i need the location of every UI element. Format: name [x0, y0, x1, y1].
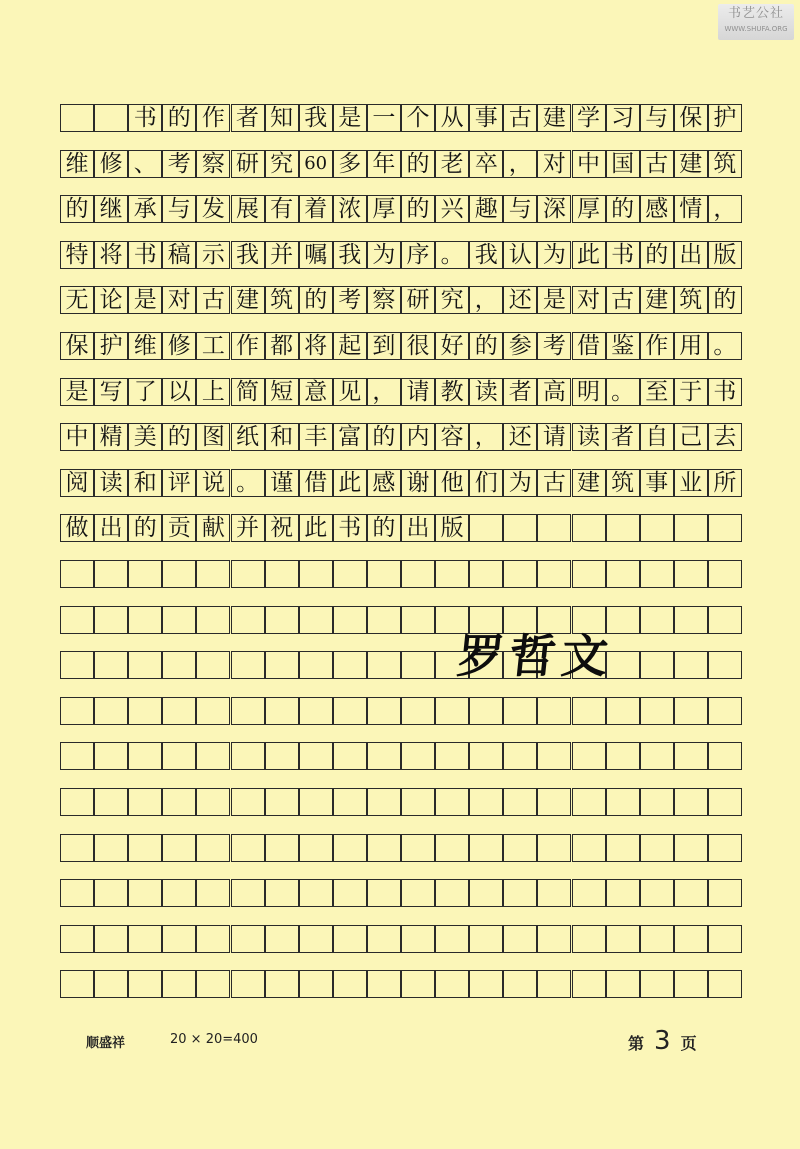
manuscript-char: 了: [133, 378, 157, 405]
manuscript-char: 是: [133, 287, 157, 314]
manuscript-line: [60, 788, 742, 816]
grid-row: [60, 241, 742, 279]
manuscript-char: 考: [338, 287, 362, 314]
manuscript-char: 的: [372, 515, 396, 542]
manuscript-char: 者: [611, 424, 635, 451]
manuscript-char: 见: [338, 378, 362, 405]
manuscript-char: 深: [542, 196, 566, 223]
manuscript-char: 的: [372, 424, 396, 451]
manuscript-char: 老: [440, 150, 464, 177]
manuscript-line: [60, 378, 742, 406]
manuscript-char: 多: [338, 150, 362, 177]
manuscript-char: 意: [304, 378, 328, 405]
watermark-logo: [718, 4, 794, 40]
manuscript-char: 古: [611, 287, 635, 314]
grid-row: [60, 150, 742, 188]
manuscript-char: 们: [474, 469, 498, 496]
manuscript-char: 高: [542, 378, 566, 405]
manuscript-char: 继: [99, 196, 123, 223]
manuscript-char: 将: [99, 241, 123, 268]
manuscript-char: 、: [133, 150, 157, 177]
manuscript-char: 还: [508, 424, 532, 451]
manuscript-char: 研: [236, 150, 259, 177]
manuscript-line: [60, 423, 742, 451]
grid-row: [60, 195, 742, 233]
manuscript-line: [60, 834, 742, 862]
manuscript-char: 容: [440, 424, 464, 451]
manuscript-char: 为: [508, 469, 532, 496]
manuscript-char: 特: [65, 241, 89, 268]
manuscript-char: 借: [577, 333, 600, 359]
manuscript-char: 感: [372, 469, 396, 496]
manuscript-char: 筑: [270, 287, 294, 314]
manuscript-char: 察: [372, 287, 396, 314]
manuscript-char: 内: [406, 424, 430, 451]
manuscript-char: 他: [440, 469, 464, 496]
grid-row: [60, 788, 742, 826]
manuscript-char: 的: [167, 424, 191, 451]
manuscript-char: 学: [577, 105, 600, 131]
manuscript-char: 修: [167, 333, 191, 359]
manuscript-char: 考: [542, 333, 566, 359]
grid-row: [60, 514, 742, 552]
footer-publisher: 顺盛祥: [86, 1036, 126, 1051]
manuscript-line: [60, 469, 742, 497]
manuscript-char: 古: [645, 150, 669, 177]
manuscript-char: 厚: [577, 196, 600, 223]
manuscript-char: 无: [65, 287, 89, 314]
grid-row: [60, 879, 742, 917]
manuscript-char: 为: [542, 241, 566, 268]
manuscript-char: 论: [99, 287, 123, 314]
manuscript-char: 献: [201, 515, 225, 542]
manuscript-char: 的: [133, 515, 157, 542]
manuscript-char: 借: [304, 469, 328, 496]
manuscript-char: 去: [713, 424, 737, 451]
page-number: 3: [654, 1026, 671, 1056]
manuscript-char: 出: [406, 515, 430, 542]
manuscript-char: 我: [474, 241, 498, 268]
manuscript-line: [60, 879, 742, 907]
manuscript-char: ，: [713, 196, 737, 223]
manuscript-char: 的: [65, 196, 89, 223]
manuscript-line: [60, 742, 742, 770]
manuscript-char: 谢: [406, 469, 430, 496]
grid-row: [60, 970, 742, 1008]
manuscript-char: 出: [99, 515, 123, 542]
manuscript-char: 做: [65, 515, 89, 542]
manuscript-char: 个: [406, 105, 430, 131]
manuscript-char: 着: [304, 196, 328, 223]
manuscript-char: 图: [201, 424, 225, 451]
footer-grid-spec: 20 × 20=400: [170, 1032, 258, 1047]
manuscript-char: 是: [338, 105, 362, 131]
manuscript-char: 起: [338, 333, 362, 359]
manuscript-char: 古: [542, 469, 566, 496]
manuscript-char: 我: [304, 105, 328, 131]
manuscript-char: 中: [65, 424, 89, 451]
manuscript-char: 与: [645, 105, 669, 131]
manuscript-char: 研: [406, 287, 430, 314]
manuscript-char: 古: [201, 287, 225, 314]
manuscript-char: 和: [133, 469, 157, 496]
manuscript-char: 国: [611, 150, 635, 177]
manuscript-char: 至: [645, 378, 669, 405]
manuscript-char: 兴: [440, 196, 464, 223]
page-suffix: 页: [680, 1034, 697, 1053]
manuscript-char: 修: [99, 150, 123, 177]
manuscript-char: 究: [440, 287, 464, 314]
manuscript-char: 教: [440, 378, 464, 405]
manuscript-char: 祝: [270, 515, 294, 542]
manuscript-char: 者: [508, 378, 532, 405]
signature: 罗哲文: [454, 629, 617, 683]
manuscript-char: 是: [542, 287, 566, 314]
grid-row: [60, 606, 742, 644]
footer-page-number: [628, 1026, 697, 1056]
manuscript-char: 事: [645, 469, 669, 496]
manuscript-char: 作: [201, 105, 225, 131]
manuscript-char: 嘱: [304, 241, 328, 268]
manuscript-char: ，: [474, 287, 498, 314]
manuscript-char: 阅: [65, 469, 89, 496]
manuscript-char: 承: [133, 196, 157, 223]
manuscript-char: 的: [406, 150, 430, 177]
manuscript-char: 为: [372, 241, 396, 268]
manuscript-char: 业: [679, 469, 703, 496]
manuscript-char: 明: [577, 378, 600, 405]
manuscript-char: 丰: [304, 424, 328, 451]
manuscript-char: 古: [508, 105, 532, 131]
manuscript-char: 精: [99, 424, 123, 451]
manuscript-char: 贡: [167, 515, 191, 542]
manuscript-char: 建: [679, 150, 703, 177]
manuscript-line: [60, 241, 742, 269]
grid-row: [60, 925, 742, 963]
manuscript-char: 护: [99, 333, 123, 359]
manuscript-line: [60, 286, 742, 314]
grid-row: [60, 742, 742, 780]
manuscript-char: 是: [65, 378, 89, 405]
manuscript-char: 的: [713, 287, 737, 314]
manuscript-char: 工: [201, 333, 225, 359]
manuscript-char: 书: [133, 241, 157, 268]
manuscript-char: 事: [474, 105, 498, 131]
manuscript-char: 建: [236, 287, 259, 314]
page-prefix: 第: [628, 1034, 645, 1053]
manuscript-char: 到: [372, 333, 396, 359]
manuscript-char: 富: [338, 424, 362, 451]
manuscript-char: 从: [440, 105, 464, 131]
manuscript-char: 版: [713, 241, 737, 268]
manuscript-char: 自: [645, 424, 669, 451]
manuscript-line: [60, 651, 742, 679]
manuscript-char: 趣: [474, 196, 498, 223]
manuscript-char: 的: [167, 105, 191, 131]
manuscript-char: 书: [611, 241, 635, 268]
manuscript-char: 版: [440, 515, 464, 542]
manuscript-line: [60, 150, 742, 178]
manuscript-char: 的: [474, 333, 498, 359]
manuscript-char: 和: [270, 424, 294, 451]
manuscript-char: 考: [167, 150, 191, 177]
manuscript-char: 。: [713, 333, 737, 359]
manuscript-char: 。: [440, 241, 464, 268]
manuscript-line: [60, 195, 742, 223]
manuscript-char: 纸: [236, 424, 259, 451]
grid-row: [60, 332, 742, 370]
manuscript-char: 此: [577, 241, 600, 268]
manuscript-char: 护: [713, 105, 737, 131]
manuscript-char: 读: [99, 469, 123, 496]
manuscript-char: 者: [236, 105, 259, 131]
manuscript-char: 还: [508, 287, 532, 314]
manuscript-char: 有: [270, 196, 294, 223]
manuscript-char: 与: [508, 196, 532, 223]
manuscript-char: 谨: [270, 469, 294, 496]
manuscript-char: 厚: [372, 196, 396, 223]
grid-row: [60, 286, 742, 324]
manuscript-line: [60, 925, 742, 953]
manuscript-char: ，: [372, 378, 396, 405]
manuscript-char: 简: [236, 378, 259, 405]
manuscript-line: [60, 104, 742, 132]
manuscript-char: 保: [679, 105, 703, 131]
manuscript-char: 习: [611, 105, 635, 131]
manuscript-char: 发: [201, 196, 225, 223]
manuscript-char: 情: [679, 196, 703, 223]
manuscript-char: 对: [542, 150, 566, 177]
manuscript-char: 示: [201, 241, 225, 268]
grid-row: [60, 423, 742, 461]
manuscript-char: 上: [201, 378, 225, 405]
grid-row: [60, 104, 742, 142]
grid-row: [60, 469, 742, 507]
manuscript-char: 的: [304, 287, 328, 314]
manuscript-char: 都: [270, 333, 294, 359]
manuscript-char: 此: [338, 469, 362, 496]
manuscript-char: 的: [645, 241, 669, 268]
manuscript-char: 究: [270, 150, 294, 177]
manuscript-char: 并: [270, 241, 294, 268]
manuscript-char: ，: [474, 424, 498, 451]
manuscript-char: 读: [577, 424, 600, 451]
manuscript-char: 卒: [474, 150, 498, 177]
manuscript-line: [60, 560, 742, 588]
manuscript-line: [60, 970, 742, 998]
manuscript-line: [60, 514, 742, 542]
manuscript-char: 将: [304, 333, 328, 359]
manuscript-char: 的: [611, 196, 635, 223]
manuscript-char: 保: [65, 333, 89, 359]
manuscript-char: 筑: [679, 287, 703, 314]
manuscript-char: 与: [167, 196, 191, 223]
manuscript-char: ，: [508, 150, 532, 177]
manuscript-char: 很: [406, 333, 430, 359]
manuscript-char: 年: [372, 150, 396, 177]
grid-row: [60, 697, 742, 735]
manuscript-char: 认: [508, 241, 532, 268]
manuscript-char: 筑: [713, 150, 737, 177]
manuscript-line: [60, 606, 742, 634]
manuscript-char: 此: [304, 515, 328, 542]
manuscript-char: 中: [577, 150, 600, 177]
manuscript-char: 读: [474, 378, 498, 405]
manuscript-char: 感: [645, 196, 669, 223]
manuscript-char: 作: [236, 333, 259, 359]
manuscript-char: 建: [542, 105, 566, 131]
manuscript-char: 。: [236, 469, 259, 496]
manuscript-char: 评: [167, 469, 191, 496]
manuscript-char: 出: [679, 241, 703, 268]
manuscript-char: 写: [99, 378, 123, 405]
manuscript-char: 维: [133, 333, 157, 359]
manuscript-char: 一: [372, 105, 396, 131]
manuscript-char: 我: [338, 241, 362, 268]
grid-row: [60, 651, 742, 689]
watermark-title: 书艺公社: [727, 6, 784, 21]
watermark-url: WWW.SHUFA.ORG: [724, 25, 788, 33]
manuscript-char: 己: [679, 424, 703, 451]
manuscript-char: 察: [201, 150, 225, 177]
manuscript-char: 于: [679, 378, 703, 405]
manuscript-char: 展: [236, 196, 259, 223]
manuscript-char: 以: [167, 378, 191, 405]
grid-row: [60, 560, 742, 598]
manuscript-char: 所: [713, 469, 737, 496]
manuscript-char: 建: [577, 469, 600, 496]
manuscript-char: 浓: [338, 196, 362, 223]
manuscript-char: 对: [167, 287, 191, 314]
grid-row: [60, 834, 742, 872]
manuscript-char: 书: [713, 378, 737, 405]
manuscript-char: 。: [611, 378, 635, 405]
manuscript-char: 说: [201, 469, 225, 496]
manuscript-char: 请: [542, 424, 566, 451]
manuscript-char: 60: [304, 152, 328, 174]
manuscript-char: 建: [645, 287, 669, 314]
manuscript-char: 稿: [167, 241, 191, 268]
manuscript-line: [60, 697, 742, 725]
manuscript-char: 的: [406, 196, 430, 223]
manuscript-line: [60, 332, 742, 360]
manuscript-char: 参: [508, 333, 532, 359]
manuscript-char: 知: [270, 105, 294, 131]
manuscript-char: 对: [577, 287, 600, 314]
manuscript-char: 短: [270, 378, 294, 405]
manuscript-char: 作: [645, 333, 669, 359]
manuscript-char: 鉴: [611, 333, 635, 359]
manuscript-char: 请: [406, 378, 430, 405]
manuscript-char: 我: [236, 241, 259, 268]
manuscript-char: 筑: [611, 469, 635, 496]
manuscript-char: 美: [133, 424, 157, 451]
manuscript-char: 序: [406, 241, 430, 268]
grid-row: [60, 378, 742, 416]
manuscript-char: 书: [338, 515, 362, 542]
manuscript-char: 并: [236, 515, 259, 542]
manuscript-char: 维: [65, 150, 89, 177]
manuscript-char: 好: [440, 333, 464, 359]
manuscript-char: 书: [133, 105, 157, 131]
manuscript-char: 用: [679, 333, 703, 359]
